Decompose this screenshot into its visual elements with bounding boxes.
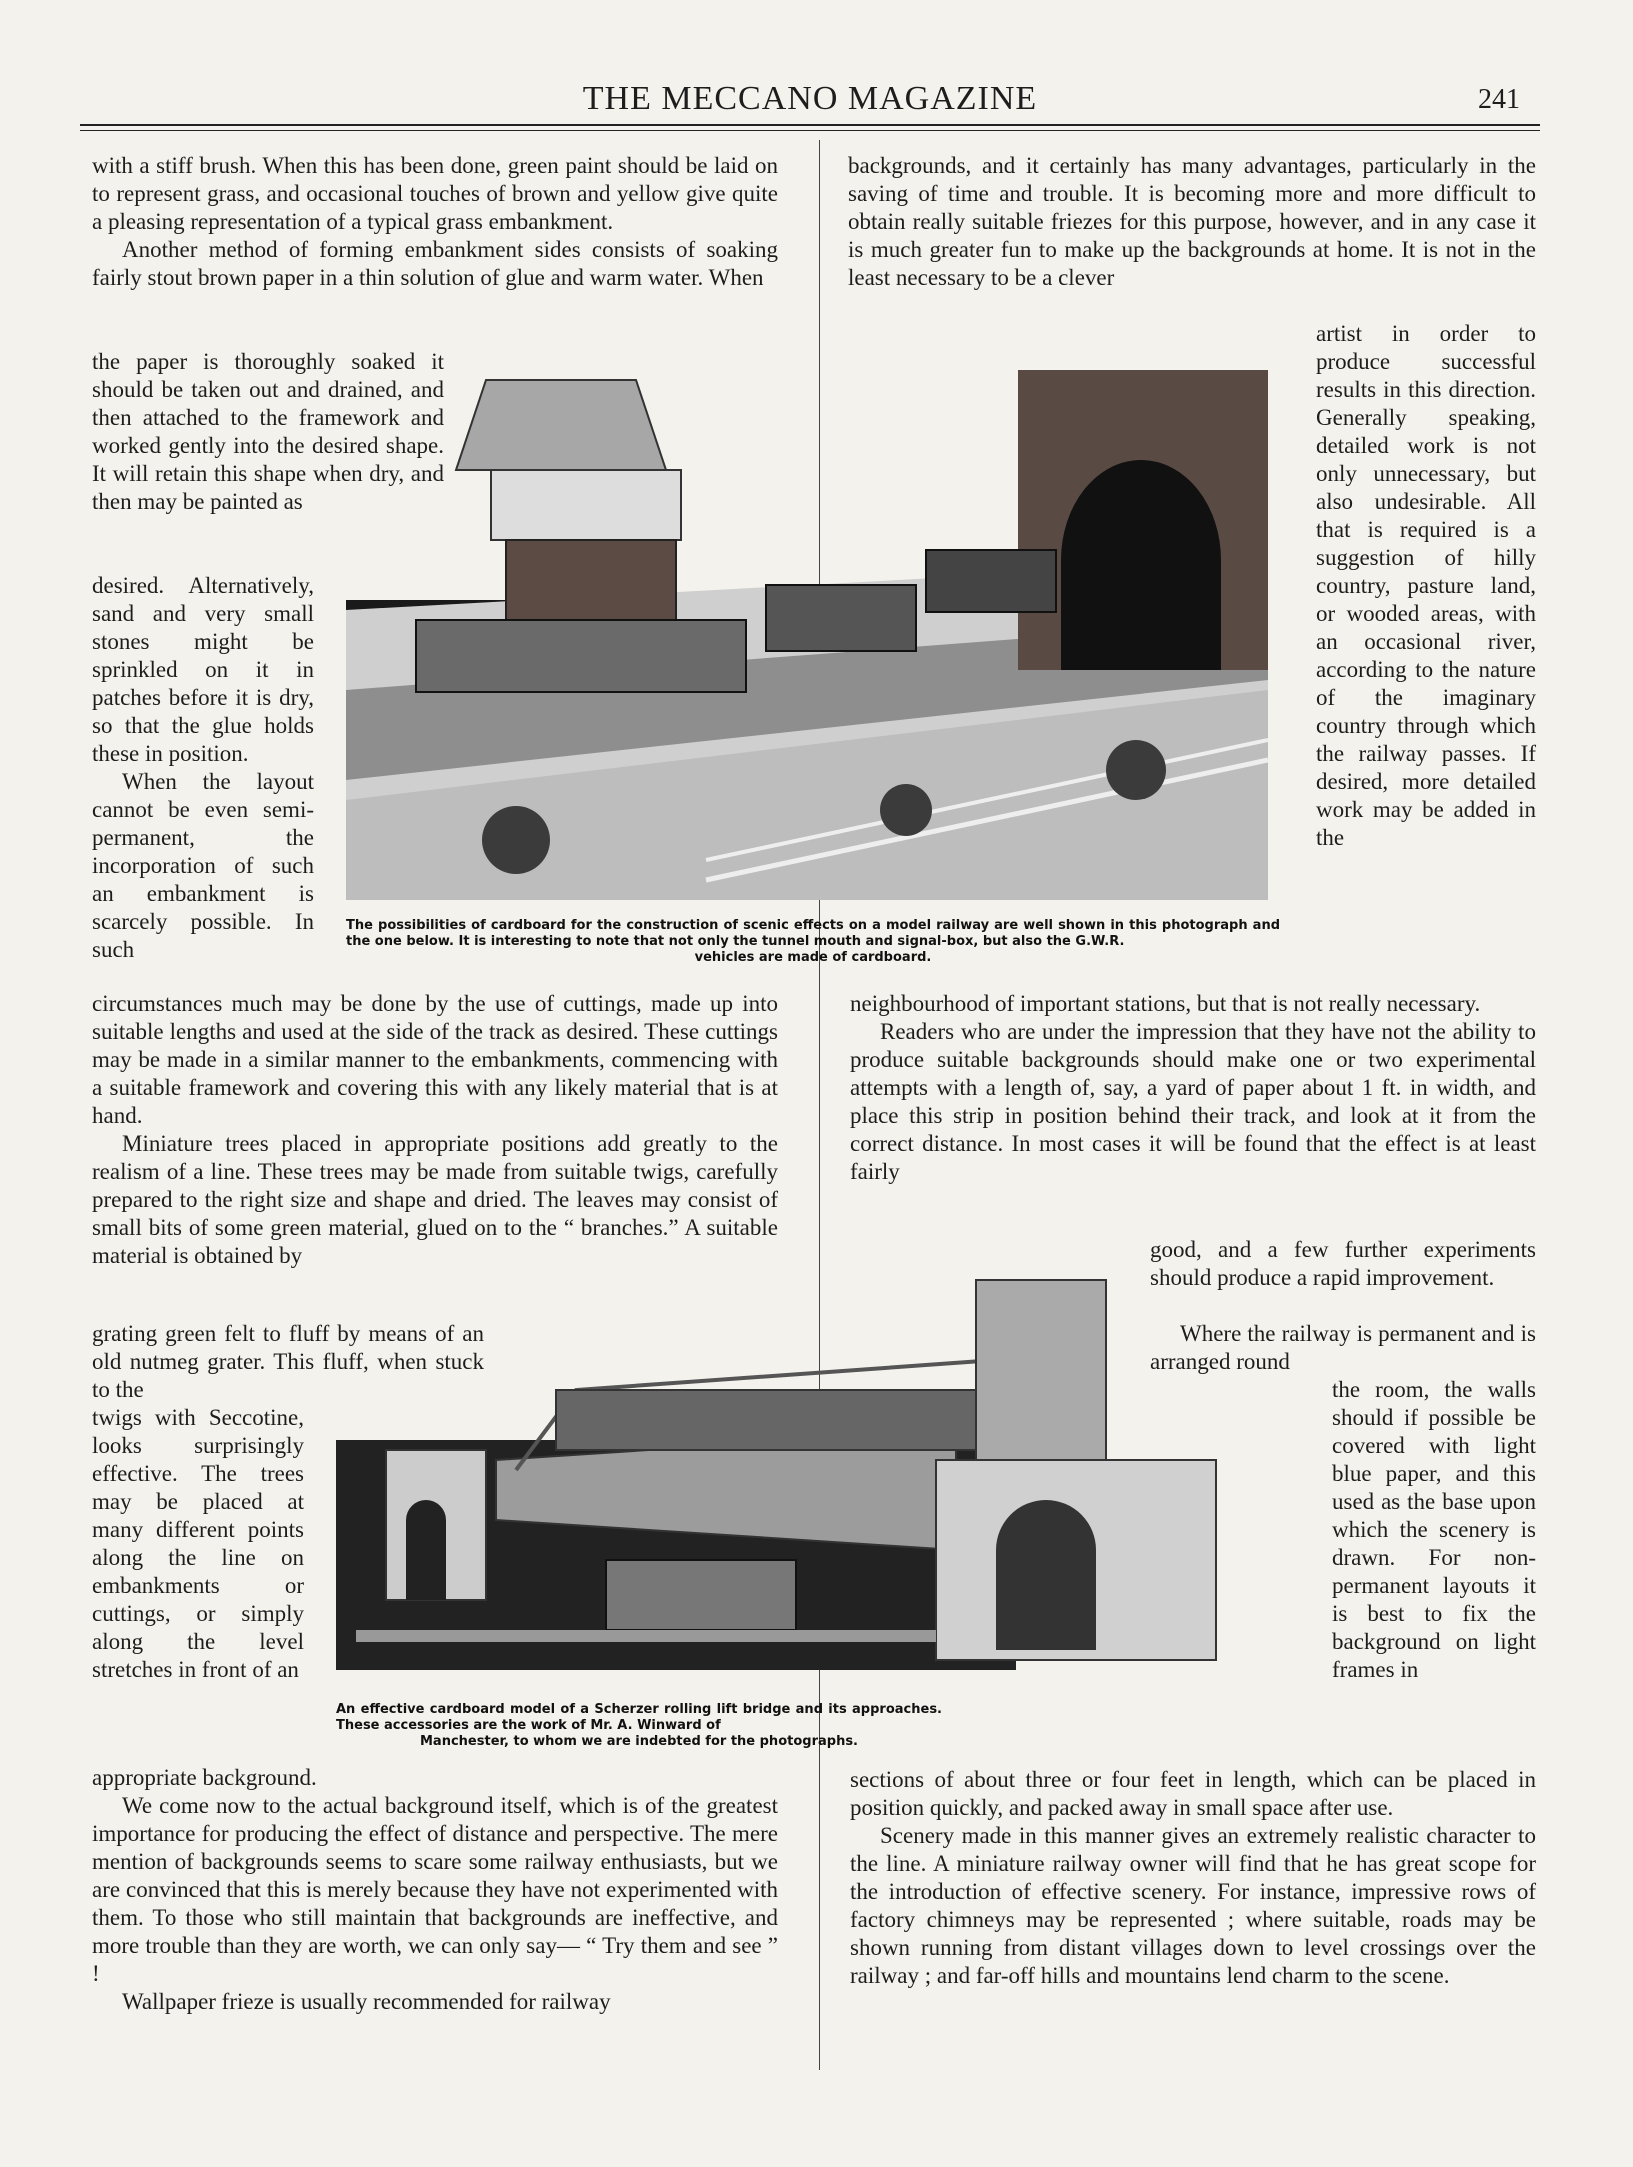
caption-line: An effective cardboard model of a Scherzer rolling lift bridge and its approaches. These accessories are the work of Mr. A. Winward of: [336, 1702, 942, 1733]
caption-line: The possibilities of cardboard for the construction of scenic effects on a model railway are well shown in this photograph and the one below. It is interesting to note that not only the tunnel mouth and signal-box, but also the G.W.R.: [346, 918, 1280, 949]
paragraph: backgrounds, and it certainly has many advantages, particularly in the saving of time and trouble. It is becoming more and more difficult to obtain really suitable friezes for this purpose, however, and in any case it is much greater fun to make up the backgrounds at home. It is not in the least necessary to be a clever: [848, 153, 1536, 290]
paragraph: with a stiff brush. When this has been done, green paint should be laid on to represent grass, and occasional touches of brown and yellow give quite a pleasing representation of a typical grass embankment.: [92, 153, 778, 234]
paragraph: We come now to the actual background itself, which is of the greatest importance for producing the effect of distance and perspective. The mere mention of backgrounds seems to scare some railway enthusiasts, but we are convinced that this is merely because they have not experimented with them. To those who still maintain that backgrounds are ineffective, and more trouble than they are worth, we can only say— “ Try them and see ” !: [92, 1793, 778, 1986]
header-rule: [80, 124, 1540, 126]
paragraph: sections of about three or four feet in length, which can be placed in position quickly, and packed away in small space after use.: [850, 1767, 1536, 1820]
paragraph: grating green felt to fluff by means of an old nutmeg grater. This fluff, when stuck to the: [92, 1321, 484, 1402]
right-text-block-7: [850, 1766, 1536, 1990]
header-rule-thin: [80, 130, 1540, 131]
paragraph: Where the railway is permanent and is arranged round: [1150, 1321, 1536, 1374]
paragraph: When the layout cannot be even semi-permanent, the incorporation of such an embankment is scarcely possible. In such: [92, 769, 314, 962]
left-text-block-7: [92, 1764, 778, 2016]
paragraph: desired. Alternatively, sand and very small stones might be sprinkled on it in patches before it is dry, so that the glue holds these in position.: [92, 573, 314, 766]
right-text-block-1: [848, 152, 1536, 292]
paragraph: Miniature trees placed in appropriate positions add greatly to the realism of a line. These trees may be made from suitable twigs, carefully prepared to the right size and shape and dried. The leaves may consist of small bits of some green material, glued on to the “ branches.” A suitable material is obtained by: [92, 1131, 778, 1268]
paragraph: the paper is thoroughly soaked it should be taken out and drained, and then attached to the framework and worked gently into the desired shape. It will retain this shape when dry, and then may be painted as: [92, 349, 444, 514]
left-text-block-4: [92, 990, 778, 1270]
magazine-title: THE MECCANO MAGAZINE: [582, 80, 1038, 117]
left-text-block-3: [92, 572, 314, 964]
paragraph: good, and a few further experiments should produce a rapid improvement.: [1150, 1237, 1536, 1290]
photo2-caption: [336, 1702, 942, 1750]
running-head: [80, 76, 1540, 126]
paragraph: Another method of forming embankment sides consists of soaking fairly stout brown paper in a thin solution of glue and warm water. When: [92, 237, 778, 290]
paragraph: Readers who are under the impression that they have not the ability to produce suitable backgrounds should make one or two experimental attempts with a length of, say, a yard of paper about 1 ft. in width, and place this strip in position behind their track, and look at it from the correct distance. In most cases it will be found that the effect is at least fairly: [850, 1019, 1536, 1184]
paragraph: neighbourhood of important stations, but that is not really necessary.: [850, 991, 1481, 1016]
left-text-block-1: [92, 152, 778, 292]
photo-signal-box-tunnel-illustration: [346, 360, 1268, 900]
paragraph: circumstances much may be done by the use of cuttings, made up into suitable lengths and used at the side of the track as desired. These cuttings may be made in a similar manner to the embankments, commencing with a suitable framework and covering this with any likely material that is at hand.: [92, 991, 778, 1128]
paragraph: Wallpaper frieze is usually recommended for railway: [122, 1989, 611, 2014]
caption-line-last: Manchester, to whom we are indebted for the photographs.: [420, 1734, 858, 1749]
paragraph: twigs with Seccotine, looks surprisingly effective. The trees may be placed at many different points along the line on embankments or cuttings, or simply along the level stretches in front of an: [92, 1405, 304, 1682]
paragraph: artist in order to produce successful results in this direction. Generally speaking, detailed work is not only unnecessary, but also undesirable. All that is required is a suggestion of hilly country, pasture land, or wooded areas, with an occasional river, according to the nature of the imaginary country through which the railway passes. If desired, more detailed work may be added in the: [1316, 321, 1536, 850]
photo-signal-box-tunnel: [346, 360, 1268, 900]
paragraph: the room, the walls should if possible be covered with light blue paper, and this used as the base upon which the scenery is drawn. For non-permanent layouts it is best to fix the background on light frames in: [1332, 1377, 1536, 1682]
photo-lift-bridge-illustration: [336, 1270, 1296, 1700]
caption-line-last: vehicles are made of cardboard.: [694, 950, 932, 965]
right-text-block-6: [1332, 1376, 1536, 1684]
paragraph: appropriate background.: [92, 1765, 317, 1790]
right-text-block-3: [850, 990, 1536, 1186]
photo1-caption: [346, 918, 1280, 966]
photo-lift-bridge: [336, 1270, 1296, 1700]
paragraph: Scenery made in this manner gives an extremely realistic character to the line. A miniature railway owner will find that he has great scope for the introduction of effective scenery. For instance, impressive rows of factory chimneys may be represented ; where suitable, roads may be shown running from distant villages down to level crossings over the railway ; and far-off hills and mountains lend charm to the scene.: [850, 1823, 1536, 1988]
page-number: 241: [1478, 84, 1520, 115]
right-text-block-2: [1316, 320, 1536, 852]
left-text-block-6: [92, 1404, 304, 1684]
